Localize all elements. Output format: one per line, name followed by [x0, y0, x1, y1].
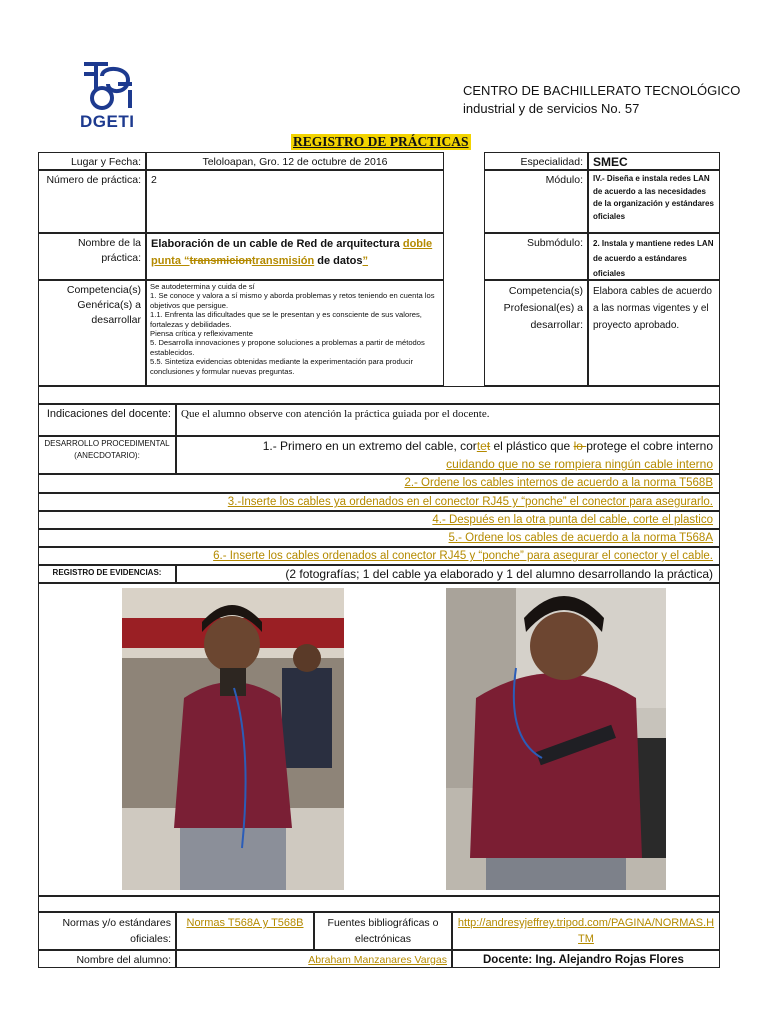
evidence-photo-2: [446, 588, 666, 890]
step-1-part-d: el plástico que: [490, 439, 574, 453]
step-1-part-e: lo: [573, 439, 587, 453]
indicaciones-value: Que el alumno observe con atención la práctica guiada por el docente.: [176, 404, 720, 436]
step-1: [176, 436, 720, 474]
step-1-part-c: t: [486, 439, 491, 453]
desarrollo-label: DESARROLLO PROCEDIMENTAL (ANECDOTARIO):: [38, 436, 176, 474]
generica-line: 1.1. Enfrenta las dificultades que se le presentan y es consciente de sus valores, fortalezas y debilidades.: [150, 310, 422, 329]
step-4: 4.- Después en la otra punta del cable, corte el plastico: [38, 511, 720, 529]
numero-label: Número de práctica:: [38, 170, 146, 233]
especialidad-value: SMEC: [588, 152, 720, 170]
institution-line1: CENTRO DE BACHILLERATO TECNOLÓGICO: [463, 83, 741, 98]
evidencias-value: (2 fotografías; 1 del cable ya elaborado y 1 del alumno desarrollando la práctica): [176, 565, 720, 583]
generica-line: 5. Desarrolla innovaciones y propone soluciones a problemas a partir de métodos establecidos.: [150, 338, 425, 357]
nombre-link3: ”: [362, 255, 369, 267]
photo-2-illustration: [446, 588, 666, 890]
page-title: REGISTRO DE PRÁCTICAS: [293, 134, 469, 149]
fuentes-link[interactable]: http://andresyjeffrey.tripod.com/PAGINA/NORMAS.HTM: [452, 912, 720, 950]
evidence-photo-1: [122, 588, 344, 890]
competencia-profesional-label: Competencia(s) Profesional(es) a desarrollar:: [484, 280, 588, 386]
generica-line: 5.5. Sintetiza evidencias obtenidas mediante la experimentación para producir conclusiones y formular nuevas preguntas.: [150, 357, 413, 376]
step-1-part-a: 1.- Primero en un extremo del cable, cor: [262, 439, 477, 453]
generica-line: 1. Se conoce y valora a sí mismo y aborda problemas y retos teniendo en cuenta los objetivos que persigue.: [150, 291, 435, 310]
step-1-line2: cuidando que no se rompiera ningún cable interno: [446, 457, 713, 471]
nombre-practica-value: [146, 233, 444, 280]
nombre-practica-label: Nombre de la práctica:: [38, 233, 146, 280]
generica-line: Se autodetermina y cuida de sí: [150, 282, 255, 291]
nombre-link1: doble punta “: [151, 238, 433, 267]
step-1-part-f: protege el cobre interno: [586, 439, 713, 453]
logo-text: DGETI: [80, 112, 135, 131]
submodulo-value: 2. Instala y mantiene redes LAN de acuerdo a estándares oficiales: [588, 233, 720, 280]
nombre-strike: transmicion: [189, 255, 252, 267]
nombre-part2: de datos: [314, 255, 363, 267]
lugar-value: Teloloapan, Gro. 12 de octubre de 2016: [146, 152, 444, 170]
alumno-value: Abraham Manzanares Vargas: [176, 950, 452, 968]
submodulo-label: Submódulo:: [484, 233, 588, 280]
competencia-profesional-value: Elabora cables de acuerdo a las normas vigentes y el proyecto aprobado.: [588, 280, 720, 386]
step-2: 2.- Ordene los cables internos de acuerdo a la norma T568B: [38, 474, 720, 493]
nombre-part1: Elaboración de un cable de Red de arquitectura: [151, 238, 403, 250]
modulo-value: IV.- Diseña e instala redes LAN de acuerdo a las necesidades de la organización y estándares oficiales: [588, 170, 720, 233]
numero-value: 2: [146, 170, 444, 233]
institution-name: [463, 82, 740, 118]
photo-1-illustration: [122, 588, 344, 890]
fuentes-label: Fuentes bibliográficas o electrónicas: [314, 912, 452, 950]
normas-value[interactable]: Normas T568A y T568B: [176, 912, 314, 950]
alumno-label: Nombre del alumno:: [38, 950, 176, 968]
spacer-row-2: [38, 896, 720, 912]
step-1-line1: [177, 437, 713, 455]
step-1-part-b: te: [476, 439, 487, 453]
competencia-generica-list: [146, 280, 444, 386]
generica-line: Piensa crítica y reflexivamente: [150, 329, 253, 339]
spacer-row: [38, 386, 720, 404]
evidencias-label: REGISTRO DE EVIDENCIAS:: [38, 565, 176, 583]
normas-label: Normas y/o estándares oficiales:: [38, 912, 176, 950]
competencia-generica-label: Competencia(s) Genérica(s) a desarrollar: [38, 280, 146, 386]
institution-line2: industrial y de servicios No. 57: [463, 101, 640, 116]
step-6: 6.- Inserte los cables ordenados al conector RJ45 y “ponche” para asegurar el conector y el cable.: [38, 547, 720, 565]
docente-value: Docente: Ing. Alejandro Rojas Flores: [452, 950, 720, 968]
nombre-link2: transmisión: [251, 255, 315, 267]
lugar-label: Lugar y Fecha:: [38, 152, 146, 170]
especialidad-label: Especialidad:: [484, 152, 588, 170]
modulo-label: Módulo:: [484, 170, 588, 233]
step-3: 3.-Inserte los cables ya ordenados en el conector RJ45 y “ponche” el conector para asegurarlo.: [38, 493, 720, 511]
step-5: 5.- Ordene los cables de acuerdo a la norma T568A: [38, 529, 720, 547]
indicaciones-label: Indicaciones del docente:: [38, 404, 176, 436]
